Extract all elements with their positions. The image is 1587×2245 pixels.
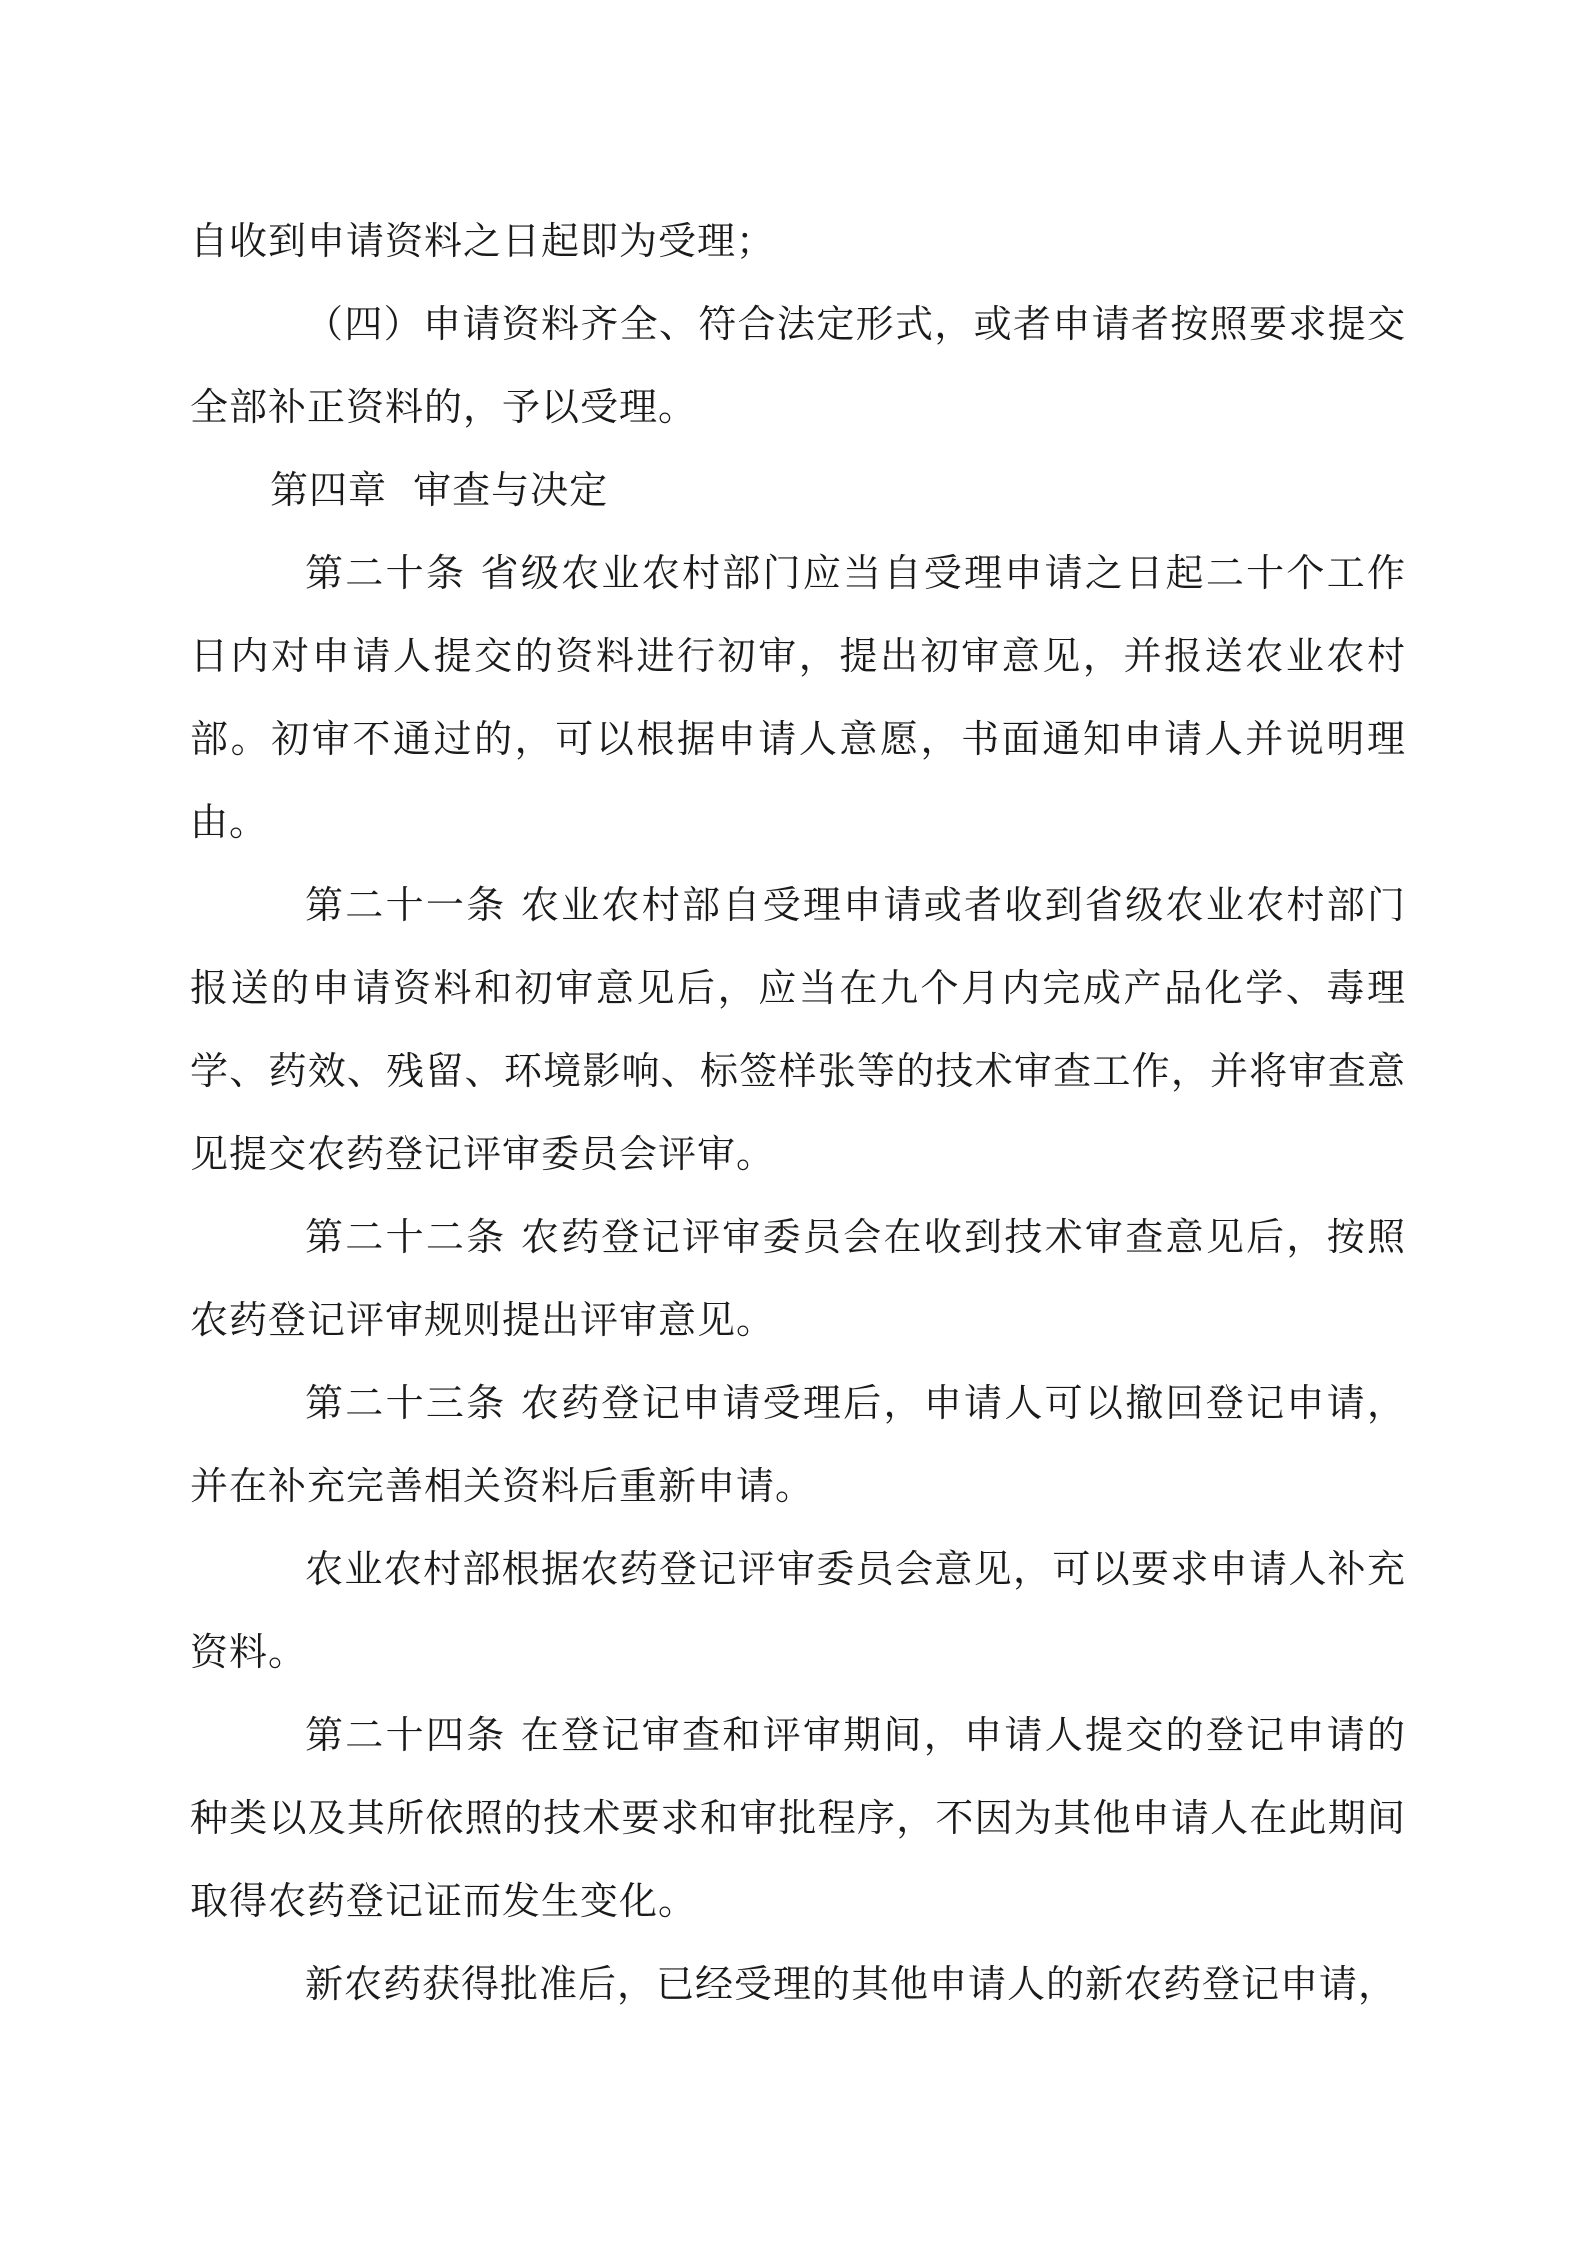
chapter-heading: 第四章 审查与决定 — [270, 468, 609, 512]
paragraph-continuation: 自收到申请资料之日起即为受理； — [190, 219, 776, 263]
article-23: 第二十三条 农药登记申请受理后，申请人可以撤回登记申请，并在补充完善相关资料后重新申请。 — [190, 1381, 1406, 1508]
article-24: 第二十四条 在登记审查和评审期间，申请人提交的登记申请的种类以及其所依照的技术要求和审批程序，不因为其他申请人在此期间取得农药登记证而发生变化。 — [190, 1713, 1406, 1923]
article-22: 第二十二条 农药登记评审委员会在收到技术审查意见后，按照农药登记评审规则提出评审意见。 — [190, 1215, 1406, 1342]
paragraph-supplement: 农业农村部根据农药登记评审委员会意见，可以要求申请人补充资料。 — [190, 1547, 1406, 1674]
document-body — [190, 200, 1406, 2026]
article-20: 第二十条 省级农业农村部门应当自受理申请之日起二十个工作日内对申请人提交的资料进行初审，提出初审意见，并报送农业农村部。初审不通过的，可以根据申请人意愿，书面通知申请人并说明理由。 — [190, 551, 1406, 844]
article-21: 第二十一条 农业农村部自受理申请或者收到省级农业农村部门报送的申请资料和初审意见后，应当在九个月内完成产品化学、毒理学、药效、残留、环境影响、标签样张等的技术审查工作，并将审查意见提交农药登记评审委员会评审。 — [190, 883, 1406, 1176]
paragraph-new-pesticide: 新农药获得批准后，已经受理的其他申请人的新农药登记申请， — [305, 1962, 1398, 2006]
paragraph-item-4: （四）申请资料齐全、符合法定形式，或者申请者按照要求提交全部补正资料的，予以受理。 — [190, 302, 1406, 429]
